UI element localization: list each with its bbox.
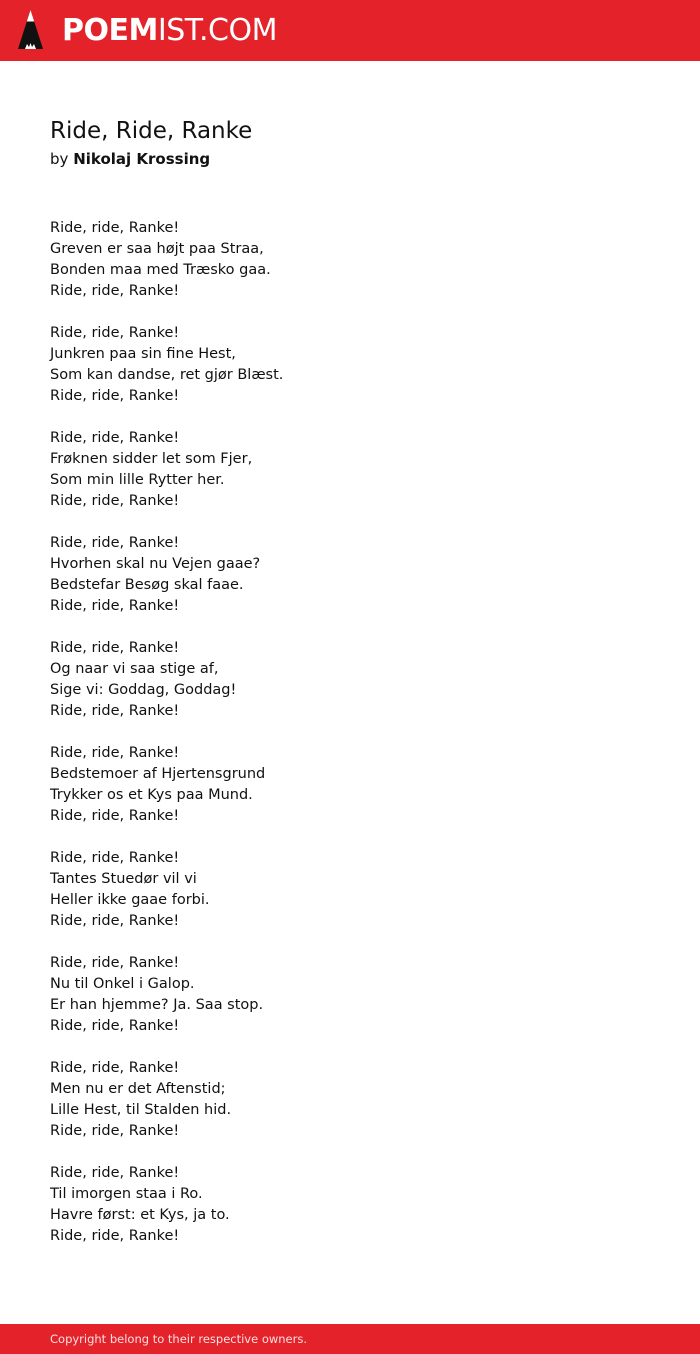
poem-line: Bedstefar Besøg skal faae. (50, 577, 244, 593)
poem-line: Sige vi: Goddag, Goddag! (50, 682, 237, 698)
poem-line: Ride, ride, Ranke! (50, 325, 180, 341)
site-footer (0, 1324, 700, 1354)
poem-line: Bedstemoer af Hjertensgrund (50, 766, 266, 782)
poem-stanza (50, 848, 650, 932)
poem-line: Ride, ride, Ranke! (50, 913, 180, 929)
site-header (0, 0, 700, 61)
poem-line: Ride, ride, Ranke! (50, 1123, 180, 1139)
poem-line: Ride, ride, Ranke! (50, 1165, 180, 1181)
poem-stanza (50, 218, 650, 302)
poem-line: Nu til Onkel i Galop. (50, 976, 195, 992)
poem-title: Ride, Ride, Ranke (50, 118, 253, 144)
poem-line: Bonden maa med Træsko gaa. (50, 262, 271, 278)
poem-line: Ride, ride, Ranke! (50, 1018, 180, 1034)
poem-line: Men nu er det Aftenstid; (50, 1081, 226, 1097)
poem-byline (50, 148, 210, 170)
poem-line: Og naar vi saa stige af, (50, 661, 219, 677)
poem-line: Ride, ride, Ranke! (50, 745, 180, 761)
poem-line: Ride, ride, Ranke! (50, 598, 180, 614)
poem-line: Ride, ride, Ranke! (50, 955, 180, 971)
copyright-text: Copyright belong to their respective owners. (50, 1332, 308, 1346)
poem-line: Ride, ride, Ranke! (50, 703, 180, 719)
poem-line: Ride, ride, Ranke! (50, 1228, 180, 1244)
poem-line: Ride, ride, Ranke! (50, 283, 180, 299)
poem-line: Lille Hest, til Stalden hid. (50, 1102, 232, 1118)
poem-line: Ride, ride, Ranke! (50, 493, 180, 509)
poem-line: Ride, ride, Ranke! (50, 220, 180, 236)
poem-body (50, 218, 650, 1268)
poem-line: Ride, ride, Ranke! (50, 1060, 180, 1076)
poem-line: Ride, ride, Ranke! (50, 430, 180, 446)
poem-line: Ride, ride, Ranke! (50, 850, 180, 866)
poem-line: Hvorhen skal nu Vejen gaae? (50, 556, 261, 572)
poem-stanza (50, 533, 650, 617)
poem-line: Ride, ride, Ranke! (50, 808, 180, 824)
poem-line: Tantes Stuedør vil vi (50, 871, 197, 887)
poem-line: Til imorgen staa i Ro. (50, 1186, 203, 1202)
poem-line: Frøknen sidder let som Fjer, (50, 451, 253, 467)
poem-line: Ride, ride, Ranke! (50, 388, 180, 404)
pencil-logo-icon[interactable] (17, 9, 44, 51)
poem-line: Ride, ride, Ranke! (50, 535, 180, 551)
poem-line: Trykker os et Kys paa Mund. (50, 787, 253, 803)
poem-stanza (50, 638, 650, 722)
poem-line: Som min lille Rytter her. (50, 472, 225, 488)
poem-stanza (50, 743, 650, 827)
poem-line: Ride, ride, Ranke! (50, 640, 180, 656)
by-label: by (50, 150, 69, 168)
poem-line: Junkren paa sin fine Hest, (50, 346, 236, 362)
poem-stanza (50, 953, 650, 1037)
poem-line: Havre først: et Kys, ja to. (50, 1207, 230, 1223)
author-name: Nikolaj Krossing (73, 150, 211, 168)
poem-line: Greven er saa højt paa Straa, (50, 241, 264, 257)
poem-stanza (50, 323, 650, 407)
logo-light-text: IST.COM (157, 13, 277, 48)
poem-line: Er han hjemme? Ja. Saa stop. (50, 997, 264, 1013)
poem-stanza (50, 1163, 650, 1247)
poem-stanza (50, 1058, 650, 1142)
logo-bold-text: POEM (62, 13, 158, 48)
site-logo-text[interactable] (62, 12, 277, 50)
poem-line: Heller ikke gaae forbi. (50, 892, 210, 908)
poem-stanza (50, 428, 650, 512)
poem-line: Som kan dandse, ret gjør Blæst. (50, 367, 284, 383)
